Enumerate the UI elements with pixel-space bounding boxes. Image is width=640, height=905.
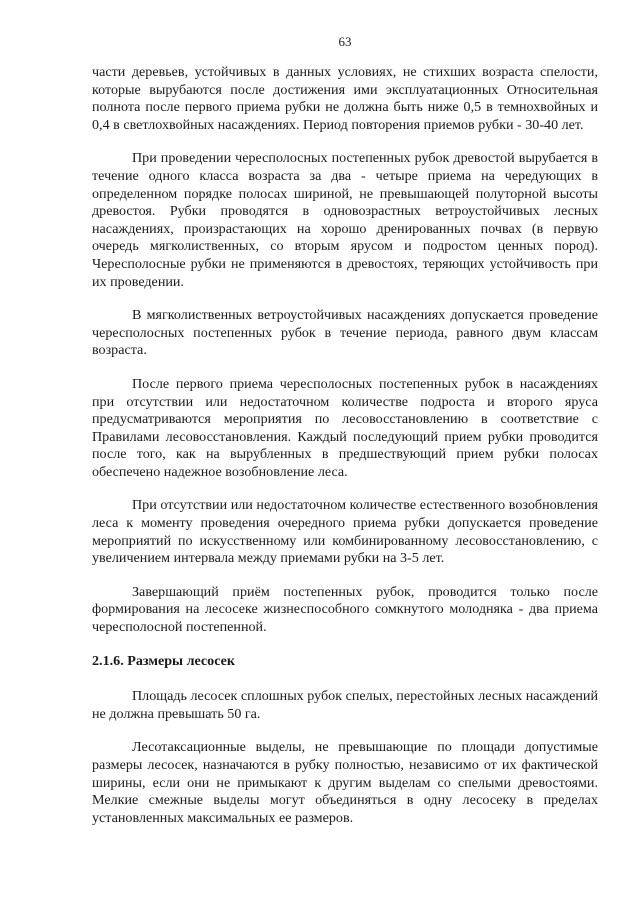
paragraph-after-first-cut: После первого приема чересполосных постепенных рубок в насаждениях при отсутствии или недостаточном количестве подроста и второго яруса предусматриваются мероприятия по лесовосстановлению в соответствие с Правилами лесовосстановления. Каждый последующий прием рубки проводится после того, как на вырубленных в предшествующий прием рубки полосах обеспечено надежное возобновление леса. — [92, 375, 598, 480]
paragraph-final-cut: Завершающий приём постепенных рубок, проводится только после формирования на лесосеке жизнеспособного сомкнутого молодняка - два приема чересполосной постепенной. — [92, 583, 598, 636]
paragraph-continuation: части деревьев, устойчивых в данных условиях, не стихших возраста спелости, которые вырубаются после достижения ими эксплуатационных Относительная полнота после первого приема рубки не должна быть ниже 0,5 в темнохвойных и 0,4 в светлохвойных насаждениях. Период повторения приемов рубки - 30-40 лет. — [92, 64, 598, 133]
paragraph-soft-leaved: В мягколиственных ветроустойчивых насаждениях допускается проведение чересполосных постепенных рубок в течение периода, равного двум классам возраста. — [92, 307, 598, 359]
paragraph-artificial-regeneration: При отсутствии или недостаточном количестве естественного возобновления леса к моменту проведения очередного приема рубки допускается проведение мероприятий по искусственному или комбинированному лесовосстановлению, с увеличением интервала между приемами рубки на 3-5 лет. — [92, 497, 598, 567]
paragraph-taxation-units: Лесотаксационные выделы, не превышающие по площади допустимые размеры лесосек, назначаются в рубку полностью, независимо от их фактической ширины, если они не примыкают к другим выделам со спелыми древостоями. Мелкие смежные выделы могут объединяться в одну лесосеку в пределах установленных максимальных ее размеров. — [92, 739, 598, 826]
paragraph-cutting-area-limit: Площадь лесосек сплошных рубок спелых, перестойных лесных насаждений не должна превышать 50 га. — [92, 688, 598, 722]
paragraph-strip-cutting: При проведении чересполосных постепенных рубок древостой вырубается в течение одного класса возраста за два - четыре приема на чередующих в определенном порядке полосах шириной, не превышающей полуторной высоты древостоя. Рубки проводятся в одновозрастных ветроустойчивых лесных насаждениях, произрастающих на хорошо дренированных почвах (в первую очередь мягколиственных, со вторым ярусом и подростом ценных пород). Чересполосные рубки не применяются в древостоях, теряющих устойчивость при их проведении. — [92, 150, 598, 290]
section-heading: 2.1.6. Размеры лесосек — [92, 652, 236, 669]
page-number: 63 — [338, 34, 352, 49]
